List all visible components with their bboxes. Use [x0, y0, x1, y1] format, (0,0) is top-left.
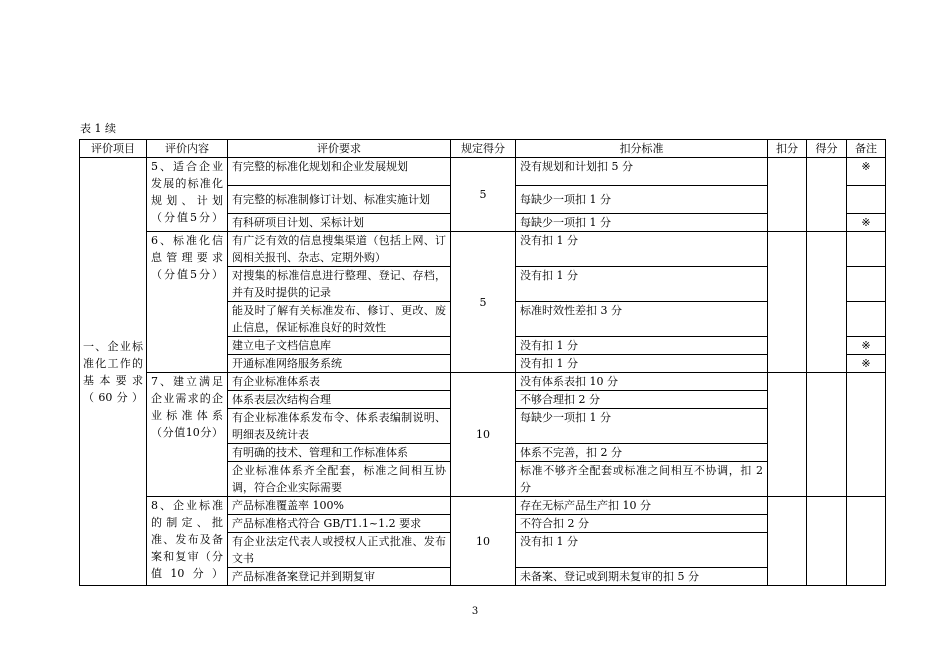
header-row [80, 140, 886, 158]
deduction-cell [768, 497, 807, 586]
note-cell: ※ [847, 158, 886, 186]
score-cell: 10 [451, 497, 516, 586]
page-number: 3 [471, 606, 479, 617]
requirement-cell: 企业标准体系齐全配套，标准之间相互协调，符合企业实际需要 [228, 462, 451, 497]
evaluation-content: 6、标准化信息管理要求（分值5分） [147, 232, 228, 373]
deduction-cell [768, 373, 807, 497]
earned-score-cell [807, 497, 847, 586]
standard-cell: 没有规划和计划扣 5 分 [516, 158, 768, 186]
earned-score-cell [807, 373, 847, 497]
requirement-cell: 体系表层次结构合理 [228, 391, 451, 409]
requirement-cell: 产品标准覆盖率 100% [228, 497, 451, 515]
score-cell: 5 [451, 232, 516, 373]
evaluation-content: 8、企业标准的制定、批准、发布及备案和复审（分值10分） [147, 497, 228, 586]
standard-cell: 每缺少一项扣 1 分 [516, 214, 768, 232]
standard-cell: 不符合扣 2 分 [516, 515, 768, 533]
header-cell: 规定得分 [451, 140, 516, 158]
requirement-cell: 有明确的技术、管理和工作标准体系 [228, 444, 451, 462]
requirement-cell: 建立电子文档信息库 [228, 337, 451, 355]
header-cell: 得分 [807, 140, 847, 158]
table-caption: 表 1 续 [80, 122, 116, 135]
standard-cell: 标准时效性差扣 3 分 [516, 302, 768, 337]
evaluation-project: 一、企业标准化工作的基本要求（60分） [80, 158, 147, 586]
score-cell: 5 [451, 158, 516, 232]
note-cell [847, 186, 886, 214]
requirement-cell: 对搜集的标准信息进行整理、登记、存档，并有及时提供的记录 [228, 267, 451, 302]
standard-cell: 没有扣 1 分 [516, 232, 768, 267]
requirement-cell: 开通标准网络服务系统 [228, 355, 451, 373]
standard-cell: 没有扣 1 分 [516, 337, 768, 355]
header-cell: 评价内容 [147, 140, 228, 158]
note-cell [847, 267, 886, 302]
header-cell: 评价要求 [228, 140, 451, 158]
evaluation-content: 5、适合企业发展的标准化规划、计划（分值5分） [147, 158, 228, 232]
requirement-cell: 有企业标准体系表 [228, 373, 451, 391]
standard-cell: 没有体系表扣 10 分 [516, 373, 768, 391]
standard-cell: 没有扣 1 分 [516, 355, 768, 373]
deduction-cell [768, 232, 807, 373]
standard-cell: 没有扣 1 分 [516, 267, 768, 302]
note-cell: ※ [847, 355, 886, 373]
requirement-cell: 能及时了解有关标准发布、修订、更改、废止信息，保证标准良好的时效性 [228, 302, 451, 337]
standard-cell: 未备案、登记或到期未复审的扣 5 分 [516, 568, 768, 586]
note-cell [847, 373, 886, 497]
standard-cell: 存在无标产品生产扣 10 分 [516, 497, 768, 515]
standard-cell: 体系不完善，扣 2 分 [516, 444, 768, 462]
note-cell [847, 232, 886, 267]
earned-score-cell [807, 158, 847, 232]
standard-cell: 每缺少一项扣 1 分 [516, 409, 768, 444]
earned-score-cell [807, 232, 847, 373]
requirement-cell: 有企业法定代表人或授权人正式批准、发布文书 [228, 533, 451, 568]
note-cell [847, 302, 886, 337]
requirement-cell: 有广泛有效的信息搜集渠道（包括上网、订阅相关报刊、杂志、定期外购） [228, 232, 451, 267]
requirement-cell: 产品标准备案登记并到期复审 [228, 568, 451, 586]
table-row [80, 497, 886, 515]
header-cell: 评价项目 [80, 140, 147, 158]
standard-cell: 每缺少一项扣 1 分 [516, 186, 768, 214]
deduction-cell [768, 158, 807, 232]
note-cell: ※ [847, 337, 886, 355]
requirement-cell: 有科研项目计划、采标计划 [228, 214, 451, 232]
standard-cell: 不够合理扣 2 分 [516, 391, 768, 409]
evaluation-table [79, 139, 886, 586]
note-cell: ※ [847, 214, 886, 232]
standard-cell: 没有扣 1 分 [516, 533, 768, 568]
header-cell: 备注 [847, 140, 886, 158]
standard-cell: 标准不够齐全配套或标准之间相互不协调，扣 2 分 [516, 462, 768, 497]
score-cell: 10 [451, 373, 516, 497]
requirement-cell: 有完整的标准化规划和企业发展规划 [228, 158, 451, 186]
requirement-cell: 产品标准格式符合 GB/T1.1~1.2 要求 [228, 515, 451, 533]
table-row [80, 232, 886, 267]
header-cell: 扣分 [768, 140, 807, 158]
note-cell [847, 497, 886, 586]
requirement-cell: 有企业标准体系发布令、体系表编制说明、明细表及统计表 [228, 409, 451, 444]
table-row [80, 373, 886, 391]
evaluation-content: 7、建立满足企业需求的企业标准体系（分值10分） [147, 373, 228, 497]
requirement-cell: 有完整的标准制修订计划、标准实施计划 [228, 186, 451, 214]
table-row [80, 158, 886, 186]
header-cell: 扣分标准 [516, 140, 768, 158]
